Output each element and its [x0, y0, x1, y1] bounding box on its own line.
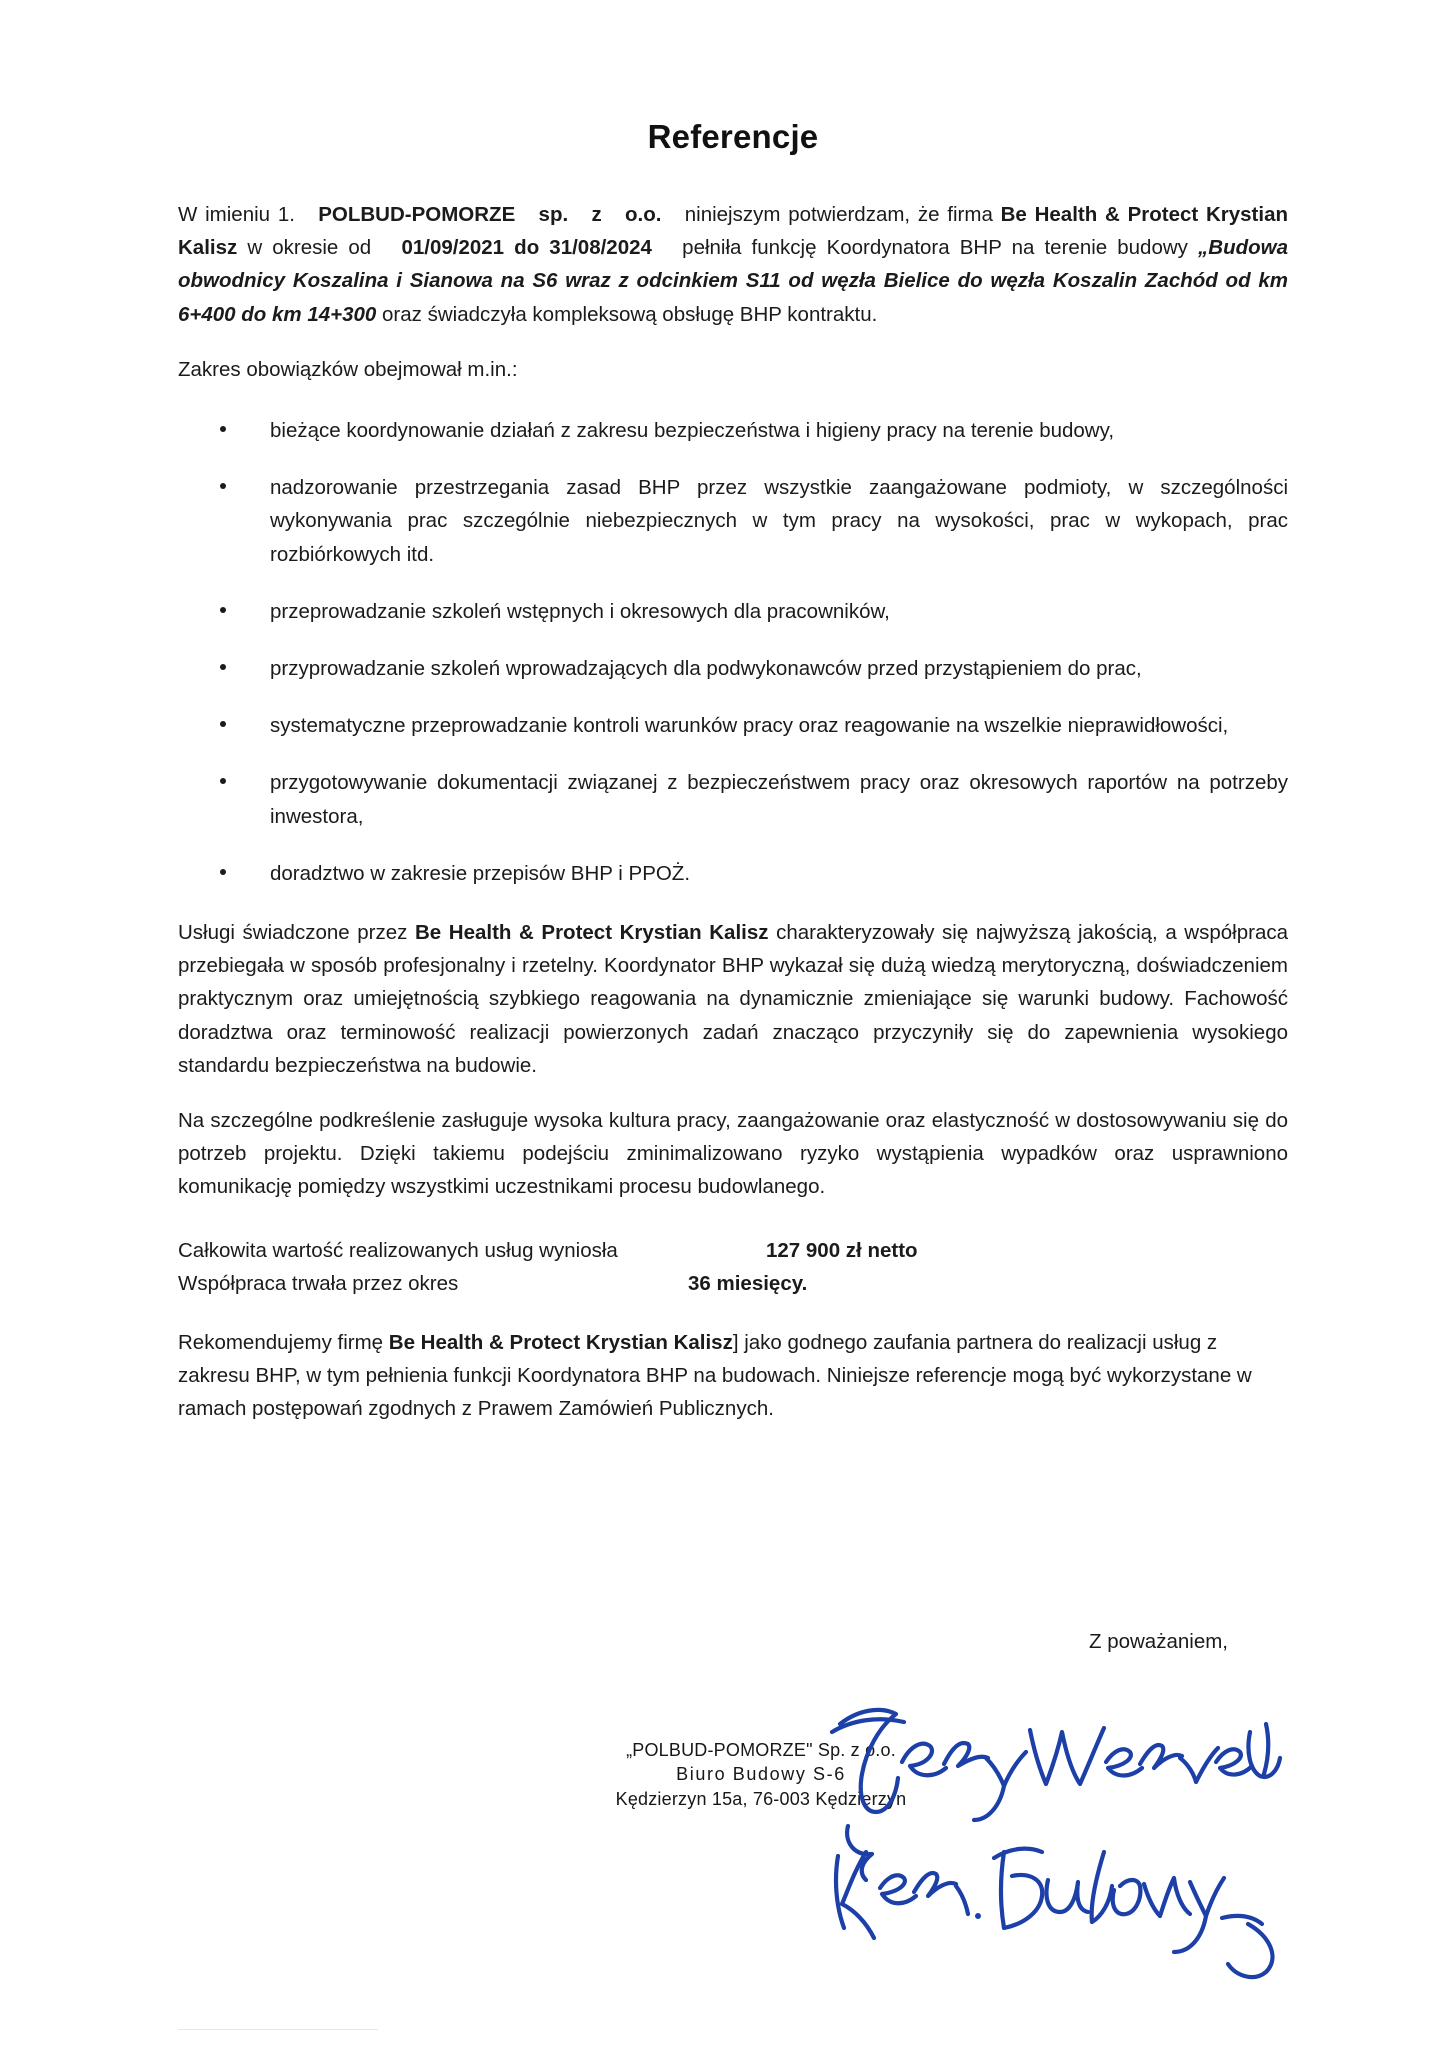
stamp-company-line: „POLBUD-POMORZE" Sp. z o.o.: [626, 1740, 896, 1760]
bullet-icon: [220, 483, 226, 489]
bullet-icon: [220, 721, 226, 727]
intro-seg-1: W imieniu 1.: [178, 203, 295, 226]
bullet-icon: [220, 426, 226, 432]
intro-seg-8: w okresie od: [247, 236, 372, 260]
intro-seg-oo: o.o.: [625, 203, 662, 226]
total-value-amount: 127 900 zł netto: [766, 1238, 918, 1262]
intro-seg-z: z: [591, 203, 602, 226]
duration-row: [178, 1267, 1288, 1300]
recommendation-paragraph: [178, 1326, 1288, 1426]
bullet-icon: [220, 664, 226, 670]
recommendation-pre: Rekomendujemy firmę: [178, 1331, 384, 1355]
stamp-office-line: Biuro Budowy S-6: [676, 1764, 846, 1785]
duty-text: systematyczne przeprowadzanie kontroli warunków pracy oraz reagowanie na wszelkie nieprawidłowości,: [270, 714, 1229, 738]
company-name-polbud: POLBUD-POMORZE: [318, 203, 516, 226]
handwritten-signature: [818, 1666, 1288, 1986]
intro-seg-10: pełniła funkcję Koordynatora BHP na terenie budowy: [682, 236, 1188, 260]
company-stamp: [566, 1738, 956, 1811]
assessment-paragraph-2: Na szczególne podkreślenie zasługuje wysoka kultura pracy, zaangażowanie oraz elastyczność w dostosowywaniu się do potrzeb projektu. Dzięki takiemu podejściu zminimalizowano ryzyko wystąpienia wypadków oraz usprawniono komunikację pomiędzy wszystkimi uczestnikami procesu budowlanego.: [178, 1109, 1288, 1199]
contract-period: 01/09/2021 do 31/08/2024: [401, 236, 652, 260]
list-item: [178, 766, 1288, 832]
bullet-icon: [220, 778, 226, 784]
regards-text: Z poważaniem,: [1088, 1630, 1228, 1653]
signature-area: [178, 1630, 1288, 1990]
duty-text: przeprowadzanie szkoleń wstępnych i okresowych dla pracowników,: [270, 599, 890, 623]
duration-value: 36 miesięcy.: [688, 1271, 808, 1295]
intro-seg-12: oraz świadczyła kompleksową obsługę BHP kontraktu.: [382, 302, 878, 326]
list-item: [178, 471, 1288, 571]
document-body: [178, 118, 1288, 1448]
assessment-p1-post: charakteryzowały się najwyższą jakością, a współpraca przebiegała w sposób profesjonalny i rzetelny. Koordynator BHP wykazał się dużą wiedzą merytoryczną, doświadczeniem praktycznym oraz umiejętnością szybkiego reagowania na dynamicznie zmieniające się warunki budowy. Fachowość doradztwa oraz terminowość realizacji powierzonych zadań znacząco przyczyniły się do zapewnienia wysokiego standardu bezpieczeństwa na budowie.: [178, 921, 1288, 1077]
contractor-name: Be Health & Protect Krystian Kalisz: [178, 203, 1288, 260]
total-value-row: [178, 1234, 1288, 1267]
contractor-name: Be Health & Protect Krystian Kalisz: [388, 1331, 733, 1355]
bullet-icon: [220, 607, 226, 613]
scope-heading: Zakres obowiązków obejmował m.in.:: [178, 357, 518, 381]
duty-text: przygotowywanie dokumentacji związanej z bezpieczeństwem pracy oraz okresowych raportów na potrzeby inwestora,: [270, 771, 1288, 828]
page-title: Referencje: [647, 118, 819, 155]
contractor-name: Be Health & Protect Krystian Kalisz: [414, 921, 769, 945]
project-name: „Budowa obwodnicy Koszalina i Sianowa na S6 wraz z odcinkiem S11 od węzła Bielice do węzła Koszalin Zachód od km 6+400 do km 14+300: [178, 236, 1288, 326]
duty-text: nadzorowanie przestrzegania zasad BHP przez wszystkie zaangażowane podmioty, w szczególności wykonywania prac szczególnie niebezpiecznych w tym pracy na wysokości, prac w wykopach, prac rozbiórkowych itd.: [270, 476, 1288, 566]
intro-seg-6: niniejszym potwierdzam, że firma: [684, 203, 993, 226]
intro-paragraph: [178, 198, 1288, 331]
duty-text: doradztwo w zakresie przepisów BHP i PPOŻ.: [270, 861, 691, 885]
recommendation-post: ] jako godnego zaufania partnera do realizacji usług z zakresu BHP, w tym pełnienia funkcji Koordynatora BHP na budowach. Niniejsze referencje mogą być wykorzystane w ramach postępowań zgodnych z Prawem Zamówień Publicznych.: [178, 1331, 1252, 1421]
duration-label: Współpraca trwała przez okres: [178, 1271, 459, 1295]
list-item: [178, 857, 1288, 890]
list-item: [178, 414, 1288, 447]
list-item: [178, 595, 1288, 628]
contract-values: [178, 1234, 1288, 1300]
assessment-paragraph-1: [178, 916, 1288, 1082]
stamp-address-line: Kędzierzyn 15a, 76-003 Kędzierzyn: [615, 1788, 907, 1809]
bullet-icon: [220, 869, 226, 875]
intro-seg-sp: sp.: [538, 203, 569, 226]
list-item: [178, 652, 1288, 685]
duty-text: przyprowadzanie szkoleń wprowadzających dla podwykonawców przed przystąpieniem do prac,: [270, 657, 1142, 681]
assessment-p1-pre: Usługi świadczone przez: [178, 921, 408, 945]
total-value-label: Całkowita wartość realizowanych usług wyniosła: [178, 1238, 618, 1262]
page-footer-rule: [178, 2029, 378, 2030]
list-item: [178, 709, 1288, 742]
duties-list: [178, 414, 1288, 890]
duty-text: bieżące koordynowanie działań z zakresu bezpieczeństwa i higieny pracy na terenie budowy,: [270, 419, 1115, 443]
